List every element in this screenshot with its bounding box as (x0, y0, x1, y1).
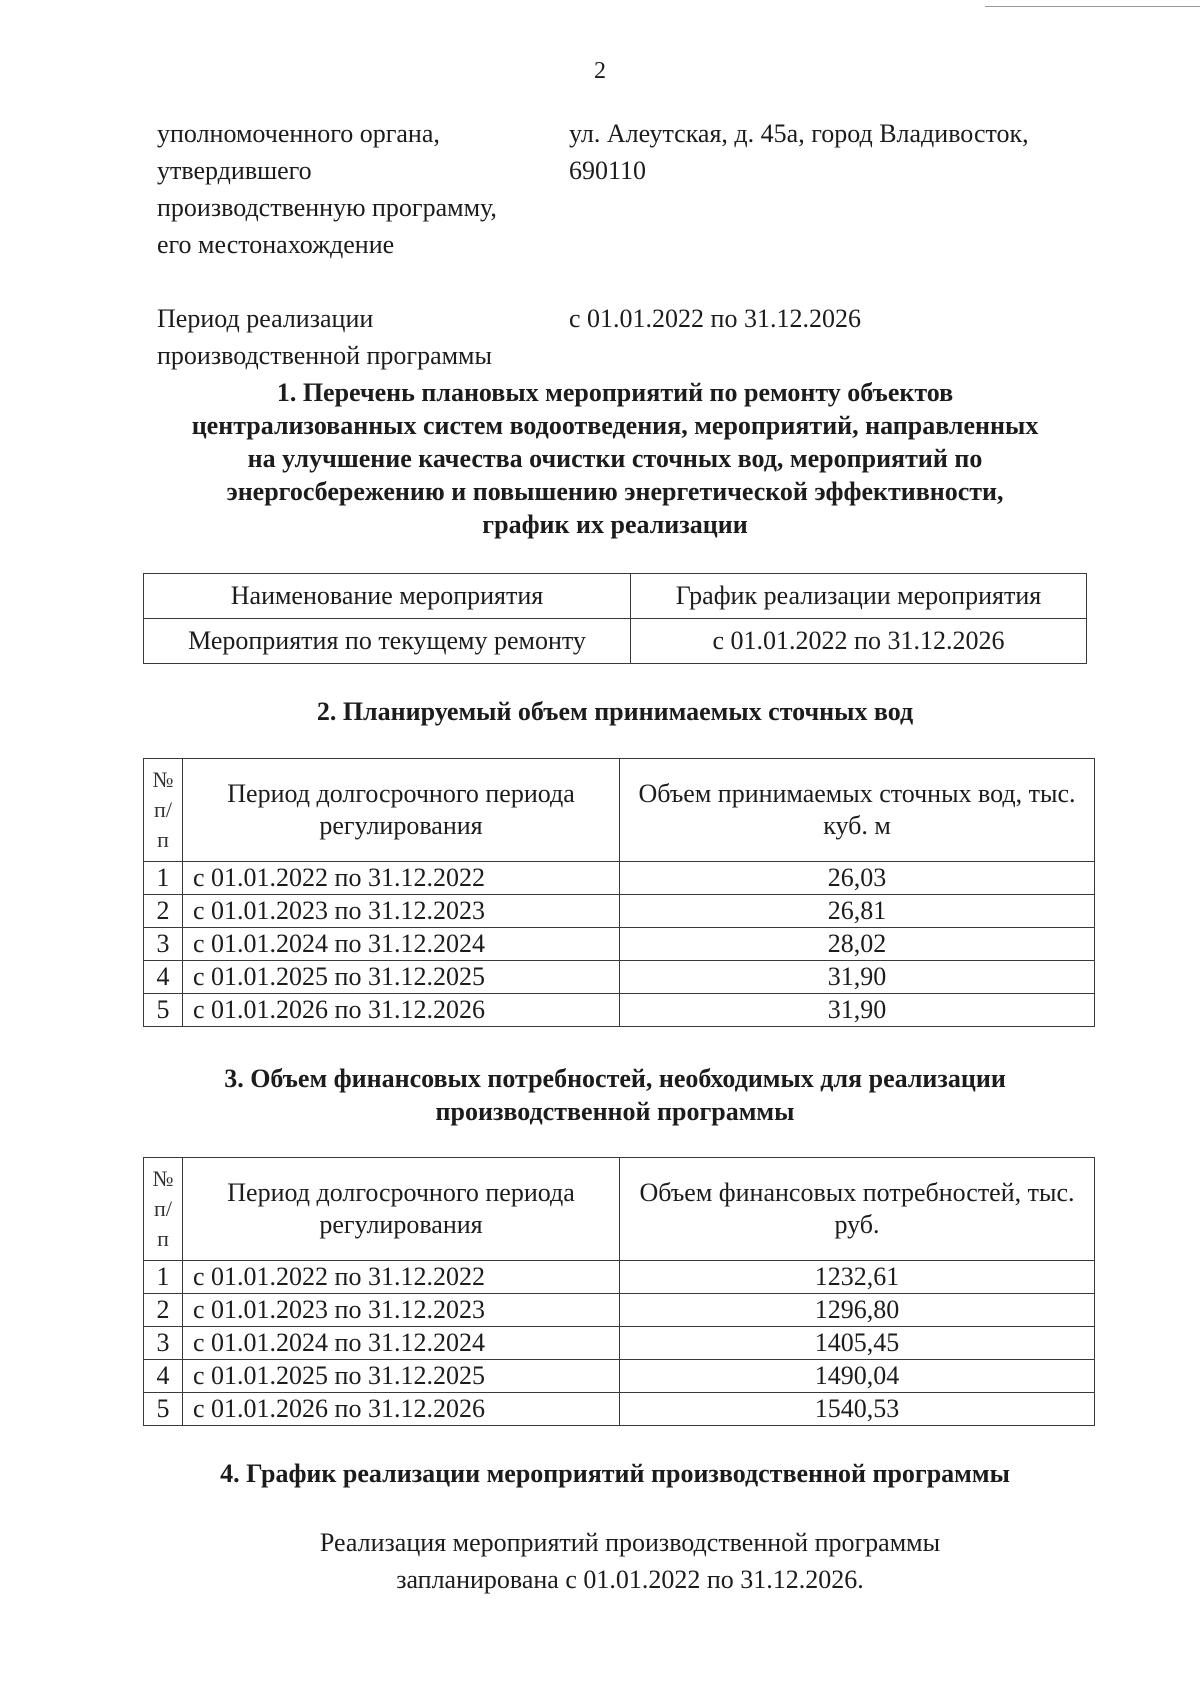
table-cell: 26,03 (620, 862, 1095, 895)
table-cell: 28,02 (620, 928, 1095, 961)
table-cell: с 01.01.2024 по 31.12.2024 (183, 1327, 620, 1360)
authority-label-line: его местонахождение (157, 230, 395, 259)
table-cell: 26,81 (620, 895, 1095, 928)
table-cell: 1 (144, 1261, 183, 1294)
wastewater-volume-table (143, 758, 1095, 1027)
table-cell: с 01.01.2026 по 31.12.2026 (183, 1393, 620, 1426)
section-1-title-line: график их реализации (482, 510, 748, 539)
column-header: Объем принимаемых сточных вод, тыс. куб. м (620, 759, 1095, 862)
column-header: Период долгосрочного периода регулирования (183, 1158, 620, 1261)
scan-edge-line (985, 6, 1200, 7)
table-row (144, 994, 1095, 1027)
program-period-value: с 01.01.2022 по 31.12.2026 (569, 304, 861, 333)
section-1-title (140, 376, 1090, 541)
table-row (144, 961, 1095, 994)
section-4-text-line: Реализация мероприятий производственной программы (319, 1528, 941, 1557)
table-cell: с 01.01.2022 по 31.12.2022 (183, 862, 620, 895)
section-3-title-line: 3. Объем финансовых потребностей, необходимых для реализации (224, 1064, 1006, 1093)
authority-label-line: производственную программу, (157, 193, 497, 222)
program-period-label-line: Период реализации (157, 304, 374, 333)
column-header: № п/ п (144, 759, 183, 862)
table-row (144, 1360, 1095, 1393)
table-cell: с 01.01.2022 по 31.12.2022 (183, 1261, 620, 1294)
table-header-row (144, 759, 1095, 862)
table-header-row (144, 1158, 1095, 1261)
table-cell: 3 (144, 928, 183, 961)
section-2-title: 2. Планируемый объем принимаемых сточных вод (316, 697, 914, 726)
table-cell: 31,90 (620, 961, 1095, 994)
table-cell: 1490,04 (620, 1360, 1095, 1393)
measures-table (143, 573, 1087, 664)
table-cell: с 01.01.2026 по 31.12.2026 (183, 994, 620, 1027)
program-period-label (157, 300, 552, 374)
table-cell: Мероприятия по текущему ремонту (144, 619, 631, 664)
authority-label-line: уполномоченного органа, (157, 119, 440, 148)
authority-address (569, 115, 1089, 189)
table-cell: с 01.01.2025 по 31.12.2025 (183, 1360, 620, 1393)
table-row (144, 1261, 1095, 1294)
column-header: № п/ п (144, 1158, 183, 1261)
column-header: Наименование мероприятия (144, 574, 631, 619)
section-1-title-line: энергосбережению и повышению энергетической эффективности, (226, 477, 1004, 506)
table-cell: с 01.01.2022 по 31.12.2026 (631, 619, 1087, 664)
table-cell: 2 (144, 1294, 183, 1327)
program-period-label-line: производственной программы (157, 341, 492, 370)
column-header: Объем финансовых потребностей, тыс. руб. (620, 1158, 1095, 1261)
authority-address-line: 690110 (569, 156, 647, 185)
table-cell: 5 (144, 1393, 183, 1426)
section-4-text (0, 1524, 1200, 1598)
page-number: 2 (594, 58, 606, 84)
section-1-title-line: централизованных систем водоотведения, мероприятий, направленных (191, 411, 1039, 440)
column-header: Период долгосрочного периода регулирования (183, 759, 620, 862)
table-cell: с 01.01.2024 по 31.12.2024 (183, 928, 620, 961)
table-cell: 4 (144, 1360, 183, 1393)
table-cell: 1405,45 (620, 1327, 1095, 1360)
table-cell: с 01.01.2025 по 31.12.2025 (183, 961, 620, 994)
authority-address-line: ул. Алеутская, д. 45а, город Владивосток, (569, 119, 1029, 148)
table-cell: 4 (144, 961, 183, 994)
table-header-row (144, 574, 1087, 619)
section-4-title: 4. График реализации мероприятий производственной программы (220, 1459, 1010, 1488)
table-row (144, 1393, 1095, 1426)
table-row (144, 1327, 1095, 1360)
authority-label (157, 115, 552, 263)
table-cell: 1232,61 (620, 1261, 1095, 1294)
table-cell: с 01.01.2023 по 31.12.2023 (183, 1294, 620, 1327)
authority-label-line: утвердившего (157, 156, 312, 185)
section-3-title (140, 1062, 1090, 1128)
table-row (144, 928, 1095, 961)
section-3-title-line: производственной программы (435, 1097, 795, 1126)
table-row (144, 895, 1095, 928)
table-cell: 31,90 (620, 994, 1095, 1027)
section-4-text-line: запланирована с 01.01.2022 по 31.12.2026. (396, 1565, 864, 1594)
table-cell: 5 (144, 994, 183, 1027)
table-cell: 1296,80 (620, 1294, 1095, 1327)
table-row (144, 862, 1095, 895)
table-cell: 3 (144, 1327, 183, 1360)
table-cell: 1 (144, 862, 183, 895)
table-row (144, 619, 1087, 664)
section-1-title-line: 1. Перечень плановых мероприятий по ремонту объектов (276, 378, 954, 407)
table-cell: 1540,53 (620, 1393, 1095, 1426)
table-cell: 2 (144, 895, 183, 928)
section-1-title-line: на улучшение качества очистки сточных вод, мероприятий по (247, 444, 983, 473)
financial-needs-table (143, 1157, 1095, 1426)
column-header: График реализации мероприятия (631, 574, 1087, 619)
table-cell: с 01.01.2023 по 31.12.2023 (183, 895, 620, 928)
table-row (144, 1294, 1095, 1327)
